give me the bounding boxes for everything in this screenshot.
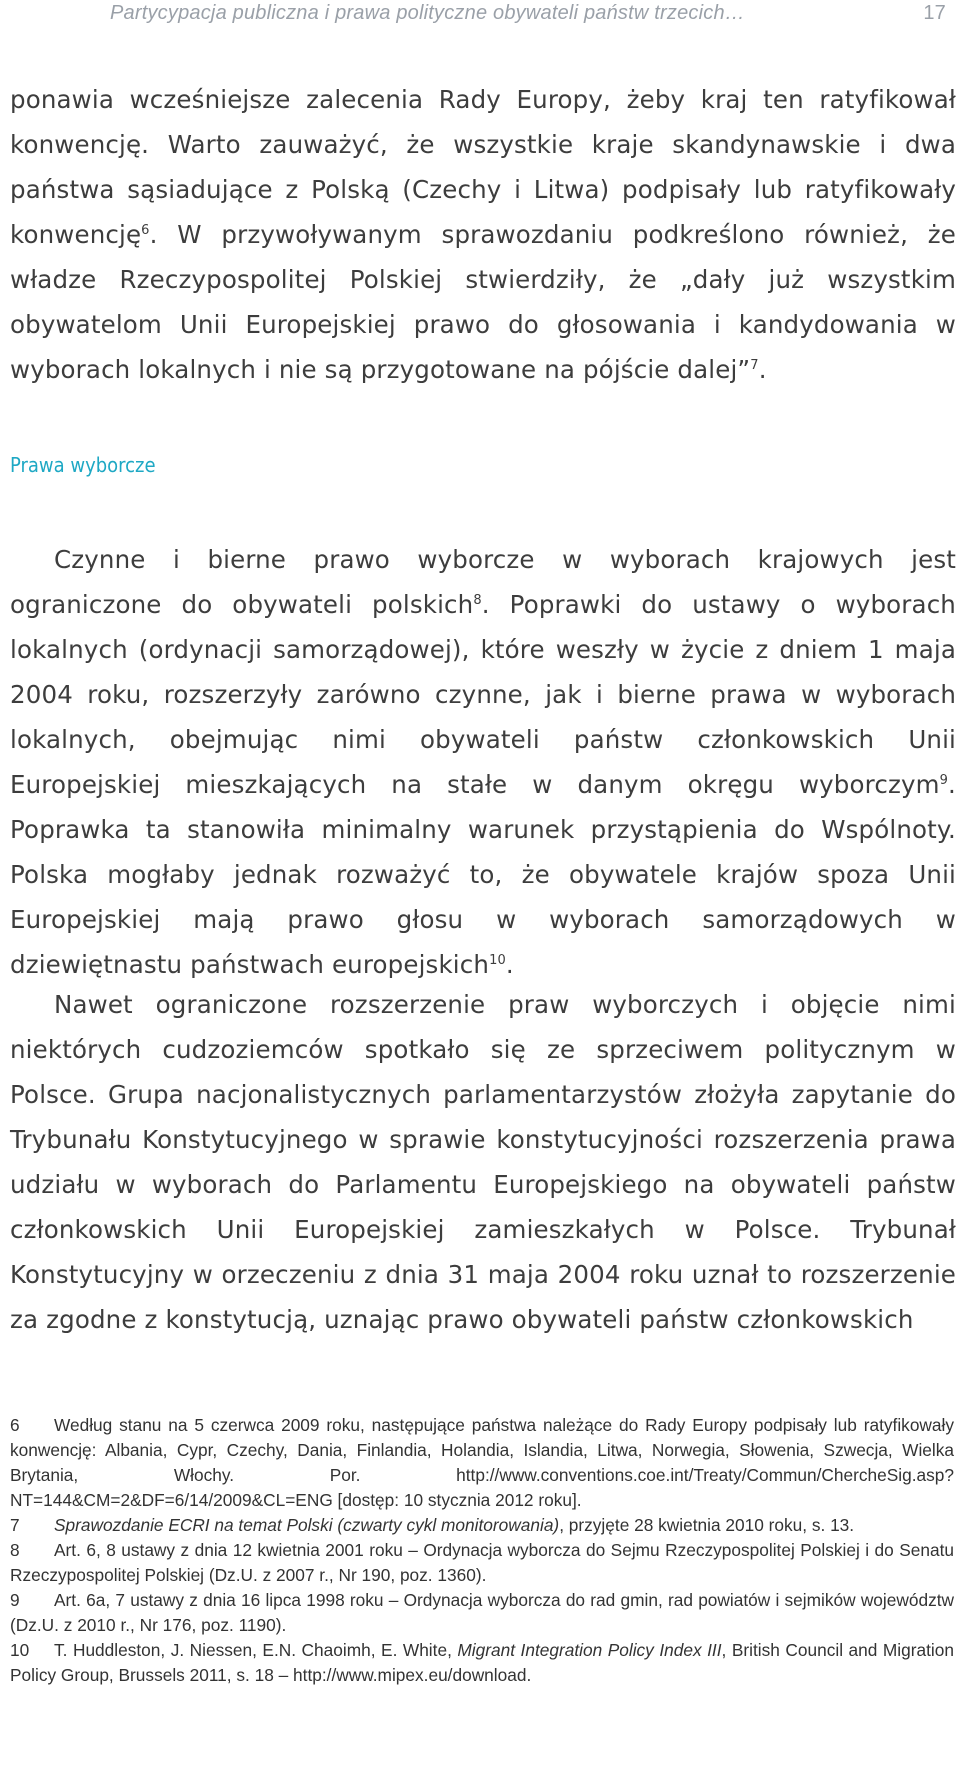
footnote-9 — [10, 1588, 954, 1638]
footnote-8 — [10, 1538, 954, 1588]
footnote-ref-9[interactable]: 9 — [939, 772, 949, 788]
paragraph-1 — [10, 77, 956, 392]
paragraph-3: Nawet ograniczone rozszerzenie praw wyborczych i objęcie nimi niektórych cudzoziemców spotkało się ze sprzeciwem politycznym w Polsce. Grupa nacjonalistycznych parlamentarzystów złożyła zapytanie do Trybunału Konstytucyjnego w sprawie konstytucyjności rozszerzenia prawa udziału w wyborach do Parlamentu Europejskiego na obywateli państw członkowskich Unii Europejskiej zamieszkałych w Polsce. Trybunał Konstytucyjny w orzeczeniu z dnia 31 maja 2004 roku uznał to rozszerzenie za zgodne z konstytucją, uznając prawo obywateli państw członkowskich — [10, 990, 956, 1334]
paragraph-text: . Poprawka ta stanowiła minimalny warunek przystąpienia do Wspólnoty. Polska mogłaby jednak rozważyć to, że obywatele krajów spoza Unii Europejskiej mają prawo głosu w wyborach samorządowych w dziewiętnastu państwach europejskich — [10, 770, 956, 979]
paragraph-text: ponawia wcześniejsze zalecenia Rady Europy, żeby kraj ten ratyfikował konwencję. Warto zauważyć, że wszystkie kraje skandynawskie i dwa państwa sąsiadujące z Polską (Czechy i Litwa) podpisały lub ratyfikowały konwencję — [10, 85, 956, 249]
page-number: 17 — [923, 2, 946, 24]
paragraph-2 — [10, 537, 956, 987]
footnotes — [10, 1413, 954, 1688]
footnote-6 — [10, 1413, 954, 1513]
paragraph-text: . — [758, 355, 767, 384]
footnote-text: , przyjęte 28 kwietnia 2010 roku, s. 13. — [559, 1515, 855, 1535]
footnote-title: Migrant Integration Policy Index III — [457, 1640, 722, 1660]
footnote-number: 9 — [10, 1590, 20, 1610]
footnote-text: , British Council and Migration Policy Group, Brussels 2011, s. 18 – http://www.mipex.eu/download. — [10, 1640, 954, 1685]
footnote-text: T. Huddleston, J. Niessen, E.N. Chaoimh, E. White, — [54, 1640, 458, 1660]
paragraph-text: . W przywoływanym sprawozdaniu podkreślono również, że władze Rzeczypospolitej Polskiej stwierdziły, że „dały już wszystkim obywatelom Unii Europejskiej prawo do głosowania i kandydowania w wyborach lokalnych i nie są przygotowane na pójście dalej” — [10, 220, 956, 384]
footnote-ref-10[interactable]: 10 — [489, 952, 506, 968]
footnote-10 — [10, 1638, 954, 1688]
footnote-text: Według stanu na 5 czerwca 2009 roku, następujące państwa należące do Rady Europy podpisały lub ratyfikowały konwencję: Albania, Cypr, Czechy, Dania, Finlandia, Holandia, Islandia, Litwa, Norwegia, Słowenia, Szwecja, Wielka Brytania, Włochy. Por. http://www.conventions.coe.int/Treaty/Commun/ChercheSig.asp?NT=144&CM=2&DF=6/14/2009&CL=ENG [dostęp: 10 stycznia 2012 roku]. — [10, 1415, 954, 1510]
footnote-ref-6[interactable]: 6 — [141, 222, 150, 238]
footnote-text: Art. 6, 8 ustawy z dnia 12 kwietnia 2001 roku – Ordynacja wyborcza do Sejmu Rzeczypospolitej Polskiej i do Senatu Rzeczypospolitej Polskiej (Dz.U. z 2007 r., Nr 190, poz. 1360). — [10, 1540, 954, 1585]
footnote-ref-8[interactable]: 8 — [473, 592, 482, 608]
running-title: Partycypacja publiczna i prawa polityczne obywateli państw trzecich… — [110, 2, 745, 24]
footnote-number: 10 — [10, 1640, 30, 1660]
footnote-ref-7[interactable]: 7 — [750, 357, 759, 373]
paragraph-text: Czynne i bierne prawo wyborcze w wyborach krajowych jest ograniczone do obywateli polskich — [10, 545, 956, 619]
footnote-number: 6 — [10, 1415, 20, 1435]
footnote-title: Sprawozdanie ECRI na temat Polski (czwarty cykl monitorowania) — [54, 1515, 560, 1535]
paragraph-text: . — [505, 950, 514, 979]
running-header — [0, 0, 946, 28]
section-heading: Prawa wyborcze — [10, 453, 156, 477]
footnote-number: 7 — [10, 1515, 20, 1535]
footnote-number: 8 — [10, 1540, 20, 1560]
footnote-7 — [10, 1513, 954, 1538]
footnote-text: Art. 6a, 7 ustawy z dnia 16 lipca 1998 roku – Ordynacja wyborcza do rad gmin, rad powiatów i sejmików województw (Dz.U. z 2010 r., Nr 176, poz. 1190). — [10, 1590, 954, 1635]
paragraph-text: . Poprawki do ustawy o wyborach lokalnych (ordynacji samorządowej), które weszły w życie z dniem 1 maja 2004 roku, rozszerzyły zarówno czynne, jak i bierne prawa w wyborach lokalnych, obejmując nimi obywateli państw członkowskich Unii Europejskiej mieszkających na stałe w danym okręgu wyborczym — [10, 590, 956, 799]
